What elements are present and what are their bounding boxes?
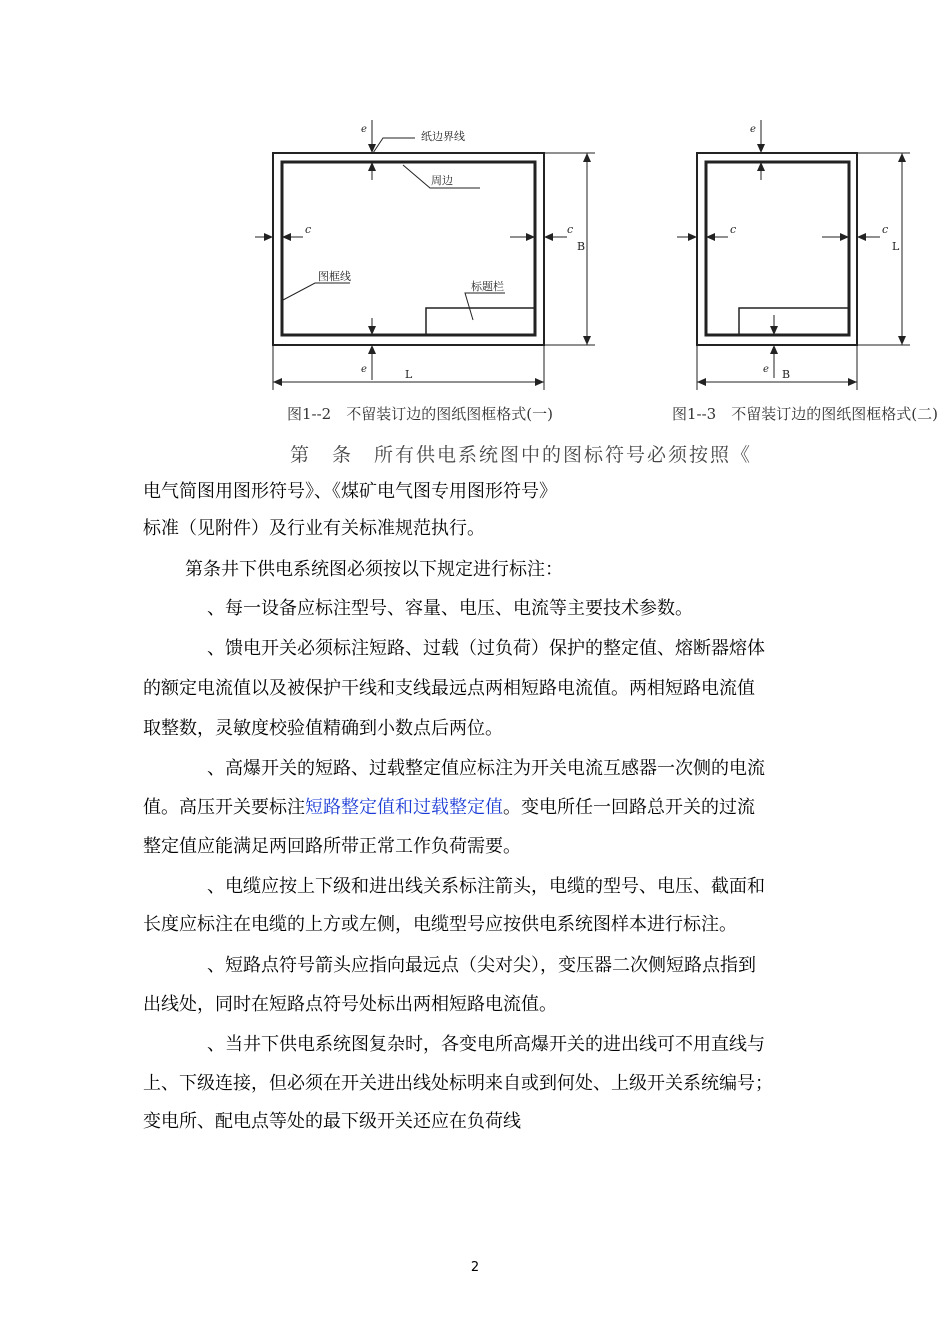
label-border: 周边 — [431, 174, 453, 187]
paragraph-1-line-3: 标准（见附件）及行业有关标准规范执行。 — [143, 518, 485, 539]
item-3-text-b: 。变电所任一回路总开关的过流 — [503, 797, 755, 818]
paper-edge-line — [273, 153, 544, 345]
label-c-right: c — [882, 223, 889, 236]
item-4-line-1: 、电缆应按上下级和进出线关系标注箭头，电缆的型号、电压、截面和 — [207, 876, 765, 897]
title-block — [426, 308, 535, 335]
label-e-top: e — [361, 124, 367, 135]
figure-frame-format-2 — [672, 110, 922, 400]
figure-1-caption: 图1--2 不留装订边的图纸图框格式(一) — [287, 405, 553, 423]
label-paper-edge: 纸边界线 — [421, 130, 465, 143]
item-6-line-1: 、当井下供电系统图复杂时，各变电所高爆开关的进出线可不用直线与 — [207, 1034, 765, 1055]
item-5-line-1: 、短路点符号箭头应指向最远点（尖对尖），变压器二次侧短路点指到 — [207, 955, 756, 976]
label-c-right: c — [567, 223, 574, 236]
label-c-left: c — [730, 223, 737, 236]
item-5-line-2: 出线处，同时在短路点符号处标出两相短路电流值。 — [143, 994, 557, 1015]
figure-2-caption: 图1--3 不留装订边的图纸图框格式(二) — [672, 405, 938, 423]
label-frame-line: 图框线 — [318, 270, 351, 283]
paragraph-1-line-2: 电气简图用图形符号》、《煤矿电气图专用图形符号》 — [143, 481, 557, 502]
item-1: 、每一设备应标注型号、容量、电压、电流等主要技术参数。 — [207, 598, 693, 619]
page-number: 2 — [470, 1260, 480, 1275]
label-B: B — [577, 240, 586, 253]
item-6-line-2: 上、下级连接，但必须在开关进出线处标明来自或到何处、上级开关系统编号； — [143, 1073, 773, 1094]
label-B: B — [782, 368, 791, 381]
item-3-text-a: 值。高压开关要标注 — [143, 797, 305, 818]
item-3-link[interactable]: 短路整定值和过载整定值 — [305, 797, 503, 818]
item-2-line-1: 、馈电开关必须标注短路、过载（过负荷）保护的整定值、熔断器熔体 — [207, 638, 765, 659]
label-title-block: 标题栏 — [471, 280, 504, 293]
title-block — [739, 308, 849, 335]
figure-frame-format-1 — [255, 110, 600, 400]
paper-edge-line — [697, 153, 857, 345]
item-4-line-2: 长度应标注在电缆的上方或左侧，电缆型号应按供电系统图样本进行标注。 — [143, 914, 737, 935]
item-2-line-2: 的额定电流值以及被保护干线和支线最远点两相短路电流值。两相短路电流值 — [143, 678, 755, 699]
item-3-line-2 — [143, 795, 755, 821]
item-6-line-3: 变电所、配电点等处的最下级开关还应在负荷线 — [143, 1111, 521, 1132]
frame-line — [706, 162, 849, 335]
item-3-line-3: 整定值应能满足两回路所带正常工作负荷需要。 — [143, 836, 521, 857]
label-e-top: e — [750, 124, 756, 135]
item-2-line-3: 取整数，灵敏度校验值精确到小数点后两位。 — [143, 718, 503, 739]
frame-line — [282, 162, 535, 335]
label-e-bottom: e — [361, 364, 367, 375]
label-e-bottom: e — [763, 364, 769, 375]
label-L: L — [892, 240, 900, 253]
label-L: L — [405, 368, 413, 381]
item-3-line-1: 、高爆开关的短路、过载整定值应标注为开关电流互感器一次侧的电流 — [207, 758, 765, 779]
paragraph-1-line-1: 第 条 所有供电系统图中的图标符号必须按照《 — [290, 444, 753, 466]
label-c-left: c — [305, 223, 312, 236]
paragraph-2: 第条井下供电系统图必须按以下规定进行标注： — [185, 559, 563, 580]
